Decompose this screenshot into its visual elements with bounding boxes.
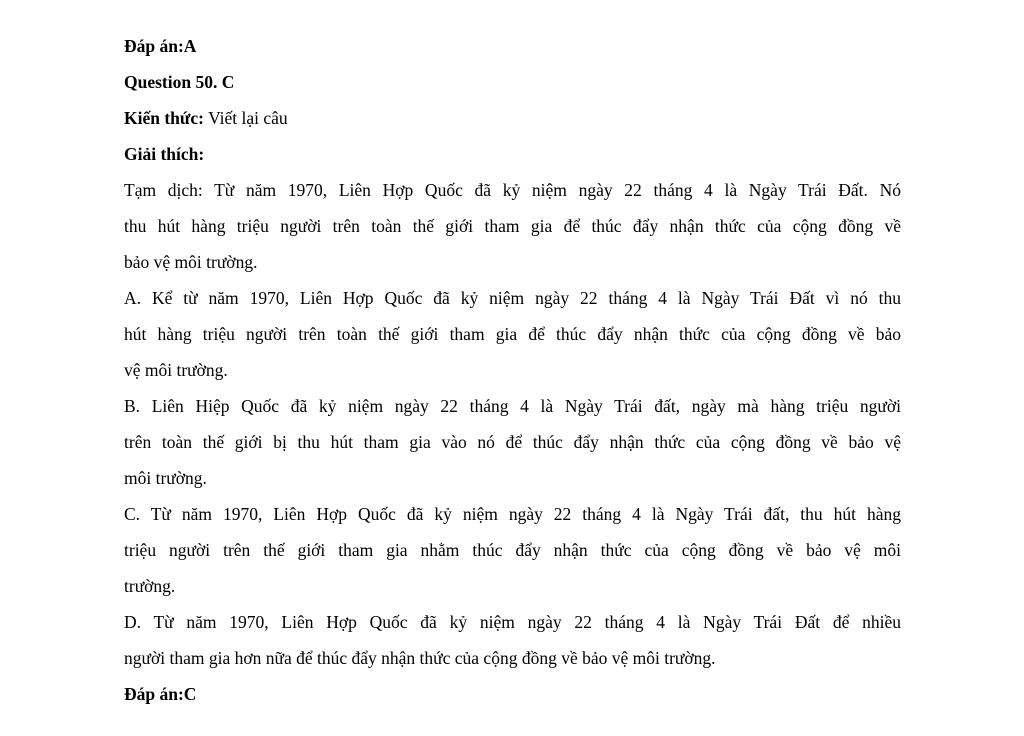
answer-line: Đáp án:C — [124, 684, 197, 704]
previous-answer: Đáp án:A — [124, 36, 197, 56]
option-c — [124, 496, 901, 604]
option-line: B. Liên Hiệp Quốc đã kỷ niệm ngày 22 tháng 4 là Ngày Trái đất, ngày mà hàng triệu người — [124, 396, 901, 416]
option-line: triệu người trên thế giới tham gia nhằm thúc đẩy nhận thức của cộng đồng về bảo vệ môi — [124, 540, 901, 560]
option-line: A. Kể từ năm 1970, Liên Hợp Quốc đã kỷ niệm ngày 22 tháng 4 là Ngày Trái Đất vì nó thu — [124, 288, 901, 308]
option-line: D. Từ năm 1970, Liên Hợp Quốc đã kỷ niệm ngày 22 tháng 4 là Ngày Trái Đất để nhiều — [124, 612, 901, 632]
option-d — [124, 604, 901, 676]
option-line: vệ môi trường. — [124, 360, 228, 380]
option-line: trường. — [124, 576, 176, 596]
option-line: người tham gia hơn nữa để thúc đẩy nhận thức của cộng đồng về bảo vệ môi trường. — [124, 648, 716, 668]
translation-line: Tạm dịch: Từ năm 1970, Liên Hợp Quốc đã kỷ niệm ngày 22 tháng 4 là Ngày Trái Đất. Nó — [124, 180, 901, 200]
translation-line: bảo vệ môi trường. — [124, 252, 258, 272]
knowledge-value: Viết lại câu — [204, 108, 288, 128]
option-line: hút hàng triệu người trên toàn thế giới tham gia để thúc đẩy nhận thức của cộng đồng về bảo — [124, 324, 901, 344]
option-line: môi trường. — [124, 468, 207, 488]
option-line: trên toàn thế giới bị thu hút tham gia vào nó để thúc đẩy nhận thức của cộng đồng về bảo vệ — [124, 432, 901, 452]
option-a — [124, 280, 901, 388]
knowledge-line — [124, 100, 901, 136]
translation-paragraph — [124, 172, 901, 280]
option-line: C. Từ năm 1970, Liên Hợp Quốc đã kỷ niệm ngày 22 tháng 4 là Ngày Trái đất, thu hút hàng — [124, 504, 901, 524]
question-title: Question 50. C — [124, 72, 235, 92]
knowledge-label: Kiến thức: — [124, 108, 205, 128]
explanation-label: Giải thích: — [124, 144, 205, 164]
document-page — [124, 28, 901, 712]
option-b — [124, 388, 901, 496]
translation-line: thu hút hàng triệu người trên toàn thế giới tham gia để thúc đẩy nhận thức của cộng đồng về — [124, 216, 901, 236]
